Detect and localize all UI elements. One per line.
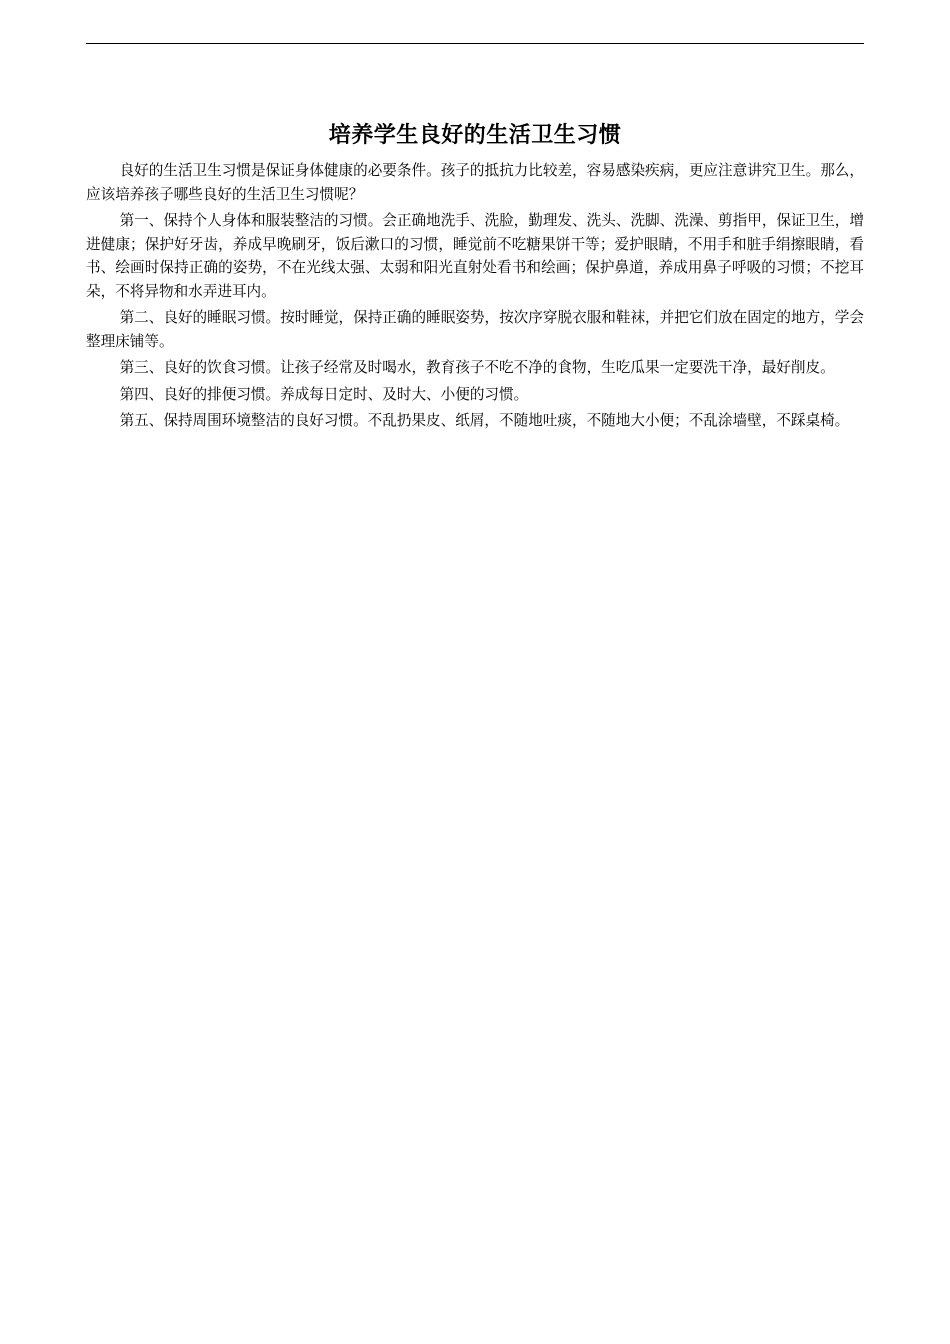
header-rule [86, 43, 864, 44]
habit-5-paragraph: 第五、保持周围环境整洁的良好习惯。不乱扔果皮、纸屑，不随地吐痰，不随地大小便；不乱涂墙壁，不踩桌椅。 [119, 412, 850, 429]
habit-4-paragraph: 第四、良好的排便习惯。养成每日定时、及时大、小便的习惯。 [119, 385, 529, 403]
intro-paragraph: 良好的生活卫生习惯是保证身体健康的必要条件。孩子的抵抗力比较差，容易感染疾病，更应注意讲究卫生。那么，应该培养孩子哪些良好的生活卫生习惯呢？ [86, 162, 864, 203]
document-title: 培养学生良好的生活卫生习惯 [328, 123, 622, 148]
habit-2-paragraph: 第二、良好的睡眠习惯。按时睡觉，保持正确的睡眠姿势，按次序穿脱衣服和鞋袜，并把它们放在固定的地方，学会整理床铺等。 [86, 309, 864, 350]
habit-1-paragraph: 第一、保持个人身体和服装整洁的习惯。会正确地洗手、洗脸，勤理发、洗头、洗脚、洗澡、剪指甲，保证卫生，增进健康；保护好牙齿，养成早晚刷牙，饭后漱口的习惯，睡觉前不吃糖果饼干等；爱护眼睛，不用手和脏手绢擦眼睛，看书、绘画时保持正确的姿势，不在光线太强、太弱和阳光直射处看书和绘画；保护鼻道，养成用鼻子呼吸的习惯；不挖耳朵，不将异物和水弄进耳内。 [86, 212, 864, 300]
habit-3-paragraph: 第三、良好的饮食习惯。让孩子经常及时喝水，教育孩子不吃不净的食物，生吃瓜果一定要洗干净，最好削皮。 [119, 359, 835, 376]
document-body [86, 159, 864, 436]
